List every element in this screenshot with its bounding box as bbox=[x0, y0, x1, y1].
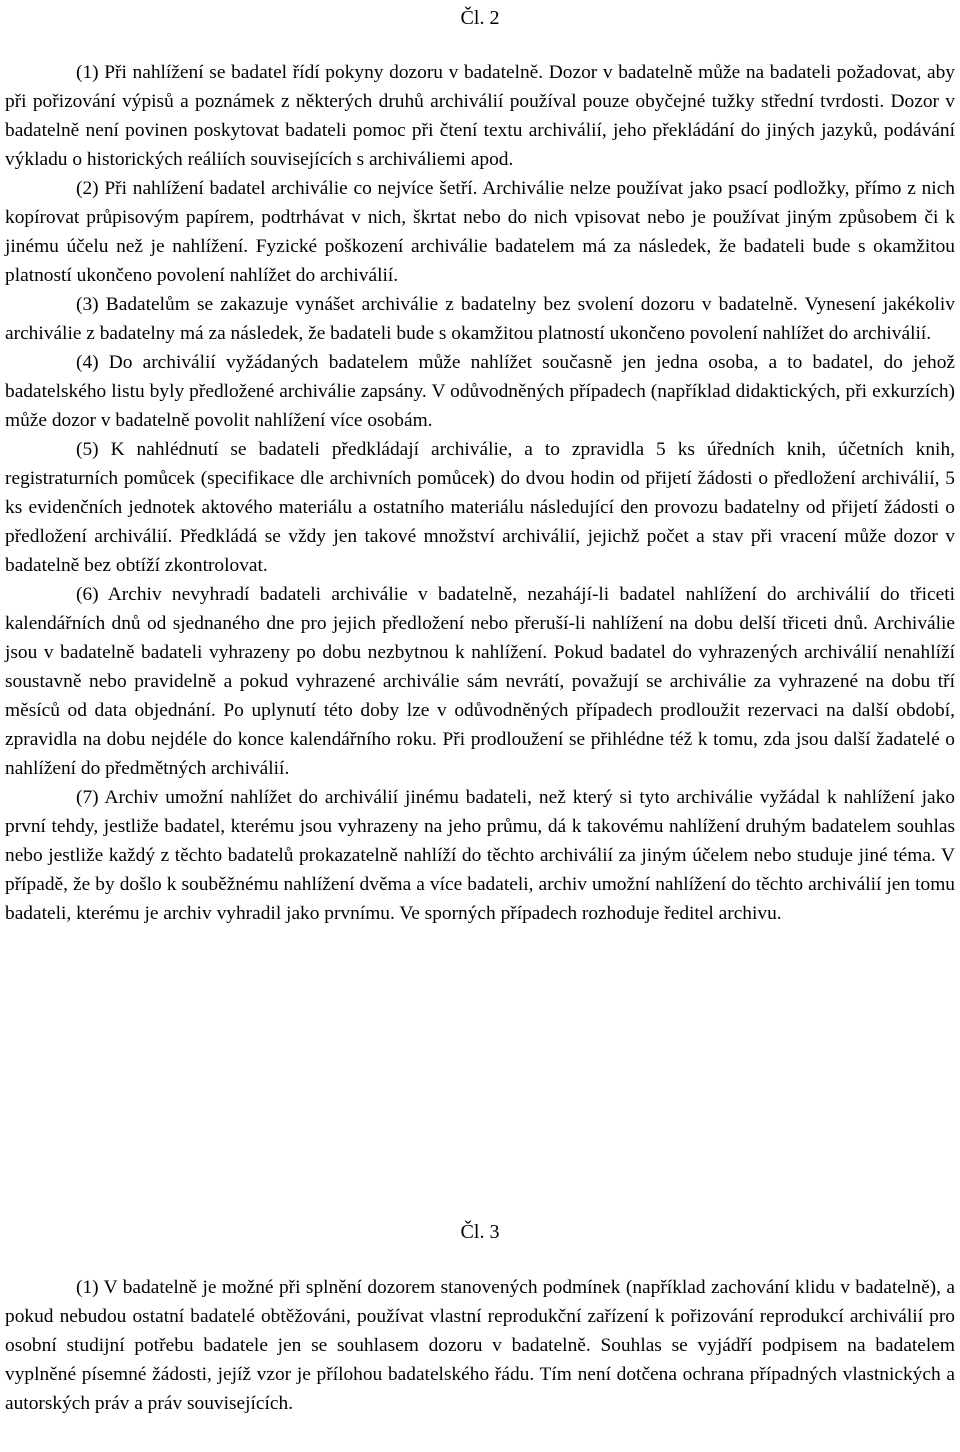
article-2-paragraph-5: (5) K nahlédnutí se badateli předkládají archiválie, a to zpravidla 5 ks úředních knih, účetních knih, registraturních pomůcek (specifikace dle archivních pomůcek) do dvou hodin od přijetí žádosti o předložení archiválií, 5 ks evidenčních jednotek aktového materiálu a ostatního materiálu následující den provozu badatelny od přijetí žádosti o předložení archiválií. Předkládá se vždy jen takové množství archiválií, jejichž počet a stav při vracení může dozor v badatelně bez obtíží zkontrolovat. bbox=[5, 439, 955, 576]
article-3-body bbox=[5, 1273, 955, 1418]
article-2-paragraph-3: (3) Badatelům se zakazuje vynášet archiválie z badatelny bez svolení dozoru v badatelně. Vynesení jakékoliv archiválie z badatelny má za následek, že badateli bude s okamžitou platností ukončeno povolení nahlížet do archiválií. bbox=[5, 294, 955, 344]
article-3-paragraph-1: (1) V badatelně je možné při splnění dozorem stanovených podmínek (například zachování klidu v badatelně), a pokud nebudou ostatní badatelé obtěžováni, používat vlastní reprodukční zařízení k pořizování reprodukcí archiválií pro osobní studijní potřebu badatele jen se souhlasem dozoru v badatelně. Souhlas se vyjádří podpisem na badatelem vyplněné písemné žádosti, jejíž vzor je přílohou badatelského řádu. Tím není dotčena ochrana případných vlastnických a autorských práv a práv souvisejících. bbox=[5, 1277, 955, 1414]
article-2-paragraph-7: (7) Archiv umožní nahlížet do archiválií jinému badateli, než který si tyto archiválie vyžádal k nahlížení jako první tehdy, jestliže badatel, kterému jsou vyhrazeny na jeho průmu, dá k takovému nahlížení druhým badatelem souhlas nebo jestliže každý z těchto badatelů prokazatelně nahlíží do těchto archiválií za jiným účelem nebo studuje jiné téma. V případě, že by došlo k souběžnému nahlížení dvěma a více badateli, archiv umožní nahlížení do těchto archiválií jen tomu badateli, kterému je archiv vyhradil jako prvnímu. Ve sporných případech rozhoduje ředitel archivu. bbox=[5, 787, 955, 924]
article-2-heading: Čl. 2 bbox=[460, 7, 500, 29]
article-2-paragraph-1: (1) Při nahlížení se badatel řídí pokyny dozoru v badatelně. Dozor v badatelně může na badateli požadovat, aby při pořizování výpisů a poznámek z některých druhů archiválií používal pouze obyčejné tužky střední tvrdosti. Dozor v badatelně není povinen poskytovat badateli pomoc při čtení textu archiválií, jeho překládání do jiných jazyků, podávání výkladu o historických reáliích souvisejících s archiváliemi apod. bbox=[5, 62, 955, 170]
article-2-paragraph-6: (6) Archiv nevyhradí badateli archiválie v badatelně, nezahájí-li badatel nahlížení do archiválií do třiceti kalendářních dnů od sjednaného dne pro jejich předložení nebo přeruší-li nahlížení na dobu delší třiceti dnů. Archiválie jsou v badatelně badateli vyhrazeny po dobu nezbytnou k nahlížení. Pokud badatel do vyhrazených archiválií nenahlíží soustavně nebo pravidelně a pokud vyhrazené archiválie sám nevrátí, považují se archiválie za vyhrazené na dobu tří měsíců od data objednání. Po uplynutí této doby lze v odůvodněných případech prodloužit rezervaci na další období, zpravidla na dobu nejdéle do konce kalendářního roku. Při prodloužení se přihlédne též k tomu, zda jsou další žadatelé o nahlížení do předmětných archiválií. bbox=[5, 584, 955, 779]
article-2-body bbox=[5, 58, 955, 928]
article-2-paragraph-2: (2) Při nahlížení badatel archiválie co nejvíce šetří. Archiválie nelze používat jako psací podložky, přímo z nich kopírovat průpisovým papírem, podtrhávat v nich, škrtat nebo do nich vpisovat nebo je používat jiným způsobem či k jinému účelu než je nahlížení. Fyzické poškození archiválie badatelem má za následek, že badateli bude s okamžitou platností ukončeno povolení nahlížet do archiválií. bbox=[5, 178, 955, 286]
article-3-heading: Čl. 3 bbox=[460, 1221, 500, 1243]
article-2-paragraph-4: (4) Do archiválií vyžádaných badatelem může nahlížet současně jen jedna osoba, a to badatel, do jehož badatelského listu byly předložené archiválie zapsány. V odůvodněných případech (například didaktických, při exkurzích) může dozor v badatelně povolit nahlížení více osobám. bbox=[5, 352, 955, 431]
